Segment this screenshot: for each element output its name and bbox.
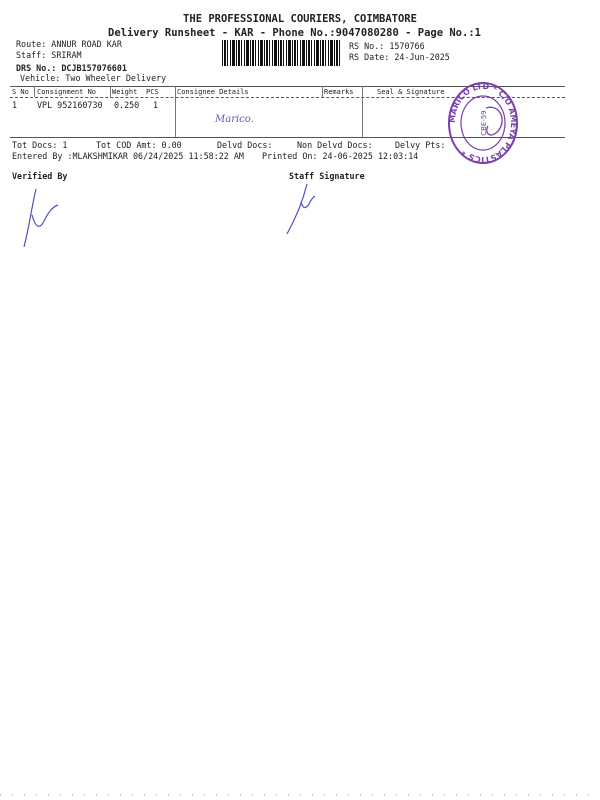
col-divider [322,86,323,97]
col-header-consignment: Consignment No [37,88,97,96]
col-header-weight: Weight [112,88,138,96]
company-seal-stamp [446,78,521,168]
delivered-docs: Delvd Docs: [217,140,273,150]
col-divider [34,86,35,97]
staff-label: Staff: SRIRAM [16,50,82,60]
scan-edge-artifact [0,794,600,796]
col-header-seal: Seal & Signature [377,88,445,96]
col-header-pcs: PCS [146,88,159,96]
barcode-image [222,40,340,66]
col-header-remarks: Remarks [324,88,354,96]
rs-date: RS Date: 24-Jun-2025 [349,52,450,62]
non-delivered-docs: Non Delvd Docs: [297,140,373,150]
staff-signature [283,182,323,237]
printed-on: Printed On: 24-06-2025 12:03:14 [262,151,419,161]
col-header-sno: S No [12,88,29,96]
col-divider [175,86,176,137]
cell-consignee-handwriting: Marico. [215,114,254,125]
cell-pcs: 1 [153,100,159,110]
cell-consignment: VPL 952160730 [37,100,103,110]
verified-by-label: Verified By [12,171,68,181]
col-header-consignee: Consignee Details [177,88,249,96]
tot-docs: Tot Docs: 1 [12,140,68,150]
svg-text:CBE-59: CBE-59 [480,110,488,136]
cell-weight: 0.250 [114,100,140,110]
cell-sno: 1 [12,100,18,110]
vehicle-label: Vehicle: Two Wheeler Delivery [20,73,167,83]
delivery-points: Delvy Pts: [395,140,446,150]
svg-text:MARICO LTD * C/O AMEYA PLASTIC: MARICO LTD * C/O AMEYA PLASTICS * [447,81,519,165]
entered-by: Entered By :MLAKSHMIKAR 06/24/2025 11:58:22 AM [12,151,244,161]
runsheet-title: Delivery Runsheet - KAR - Phone No.:9047080280 - Page No.:1 [108,27,481,39]
staff-signature-label: Staff Signature [289,171,365,181]
rs-number: RS No.: 1570766 [349,41,425,51]
drs-number: DRS No.: DCJB157076601 [16,63,127,73]
col-divider [362,86,363,137]
company-title: THE PROFESSIONAL COURIERS, COIMBATORE [183,13,417,25]
verified-by-signature [18,185,68,255]
col-divider [110,86,111,97]
tot-cod-amount: Tot COD Amt: 0.00 [96,140,182,150]
route-label: Route: ANNUR ROAD KAR [16,39,122,49]
